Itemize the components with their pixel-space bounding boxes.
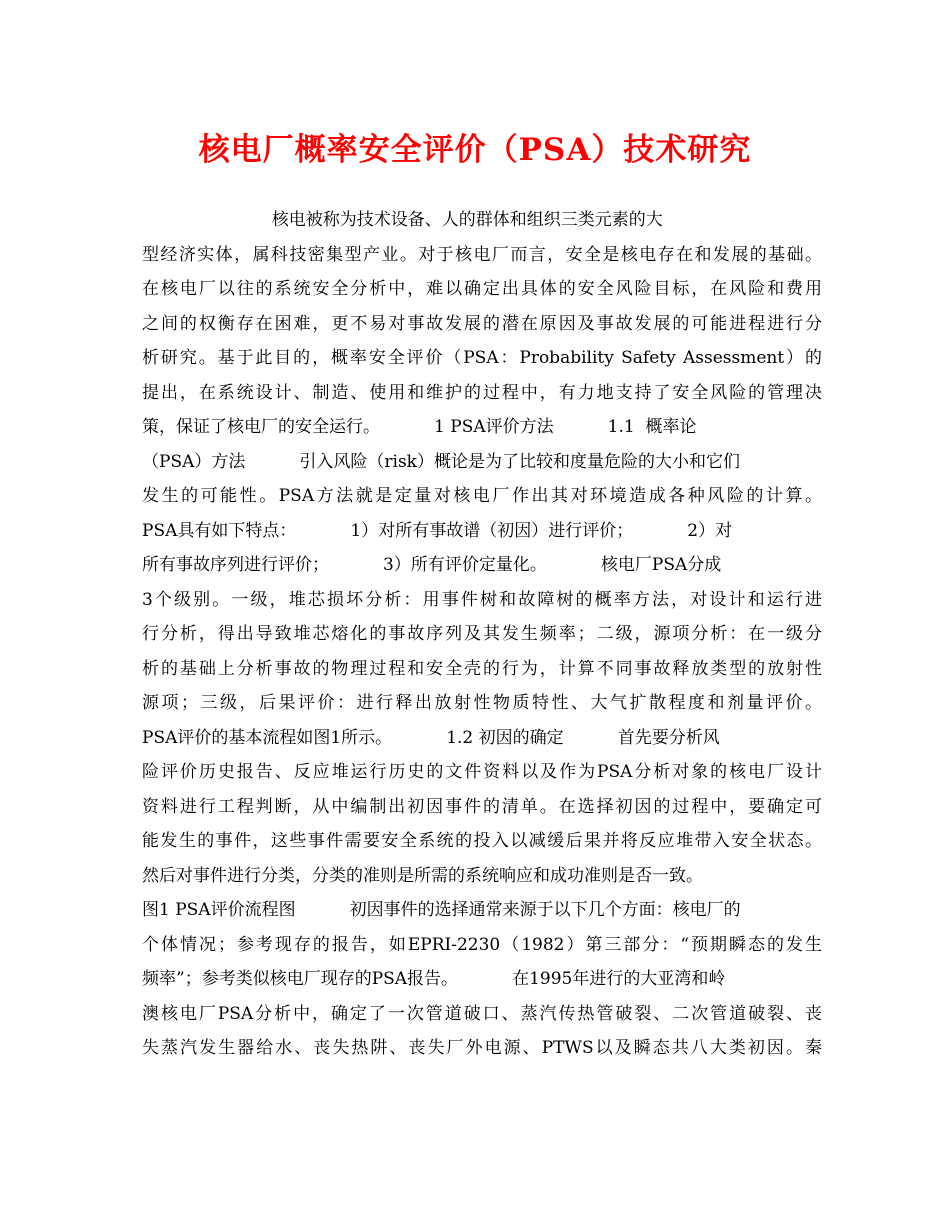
body-text-line: 析研究。基于此目的，概率安全评价（PSA：Probability Safety Assessment）的 — [142, 348, 822, 368]
body-text-line: 源项；三级，后果评价：进行释出放射性物质特性、大气扩散程度和剂量评价。 — [142, 693, 822, 713]
body-text-line: 行分析，得出导致堆芯熔化的事故序列及其发生频率；二级，源项分析：在一级分 — [142, 624, 822, 644]
body-text-line: 析的基础上分析事故的物理过程和安全壳的行为，计算不同事故释放类型的放射性 — [142, 659, 822, 679]
body-text-line: 失蒸汽发生器给水、丧失热阱、丧失厂外电源、PTWS以及瞬态共八大类初因。秦 — [142, 1038, 822, 1058]
body-text-line: 发生的可能性。PSA方法就是定量对核电厂作出其对环境造成各种风险的计算。 — [142, 486, 822, 506]
body-text-line: 核电被称为技术设备、人的群体和组织三类元素的大 — [142, 210, 663, 230]
body-text-line: 然后对事件进行分类，分类的准则是所需的系统响应和成功准则是否一致。 — [142, 866, 703, 886]
body-text-line: PSA评价的基本流程如图1所示。 1.2 初因的确定 首先要分析风 — [142, 728, 720, 748]
body-text-line: PSA具有如下特点： 1）对所有事故谱（初因）进行评价； 2）对 — [142, 521, 733, 541]
body-text-line: 所有事故序列进行评价； 3）所有评价定量化。 核电厂PSA分成 — [142, 555, 722, 575]
body-text-line: 图1 PSA评价流程图 初因事件的选择通常来源于以下几个方面：核电厂的 — [142, 900, 741, 920]
body-text-line: 在核电厂以往的系统安全分析中，难以确定出具体的安全风险目标，在风险和费用 — [142, 279, 822, 299]
body-text-line: 之间的权衡存在困难，更不易对事故发展的潜在原因及事故发展的可能进程进行分 — [142, 314, 822, 334]
body-text-line: 型经济实体，属科技密集型产业。对于核电厂而言，安全是核电存在和发展的基础。 — [142, 245, 822, 265]
body-text-line: 提出，在系统设计、制造、使用和维护的过程中，有力地支持了安全风险的管理决 — [142, 383, 822, 403]
body-text-line: 3个级别。一级，堆芯损坏分析：用事件树和故障树的概率方法，对设计和运行进 — [142, 590, 822, 610]
body-text-line: 资料进行工程判断，从中编制出初因事件的清单。在选择初因的过程中，要确定可 — [142, 797, 822, 817]
body-text-line: 能发生的事件，这些事件需要安全系统的投入以减缓后果并将反应堆带入安全状态。 — [142, 831, 822, 851]
document-title: 核电厂概率安全评价（PSA）技术研究 — [198, 132, 752, 168]
body-text-line: 个体情况；参考现存的报告，如EPRI-2230（1982）第三部分：“预期瞬态的发生 — [142, 935, 822, 955]
body-text-line: （PSA）方法 引入风险（risk）概论是为了比较和度量危险的大小和它们 — [142, 452, 740, 472]
body-text-line: 澳核电厂PSA分析中，确定了一次管道破口、蒸汽传热管破裂、二次管道破裂、丧 — [142, 1004, 822, 1024]
body-text-line: 频率”；参考类似核电厂现存的PSA报告。 在1995年进行的大亚湾和岭 — [142, 969, 726, 989]
body-text-line: 险评价历史报告、反应堆运行历史的文件资料以及作为PSA分析对象的核电厂设计 — [142, 762, 822, 782]
body-text-line: 策，保证了核电厂的安全运行。 1 PSA评价方法 1.1 概率论 — [142, 417, 697, 437]
